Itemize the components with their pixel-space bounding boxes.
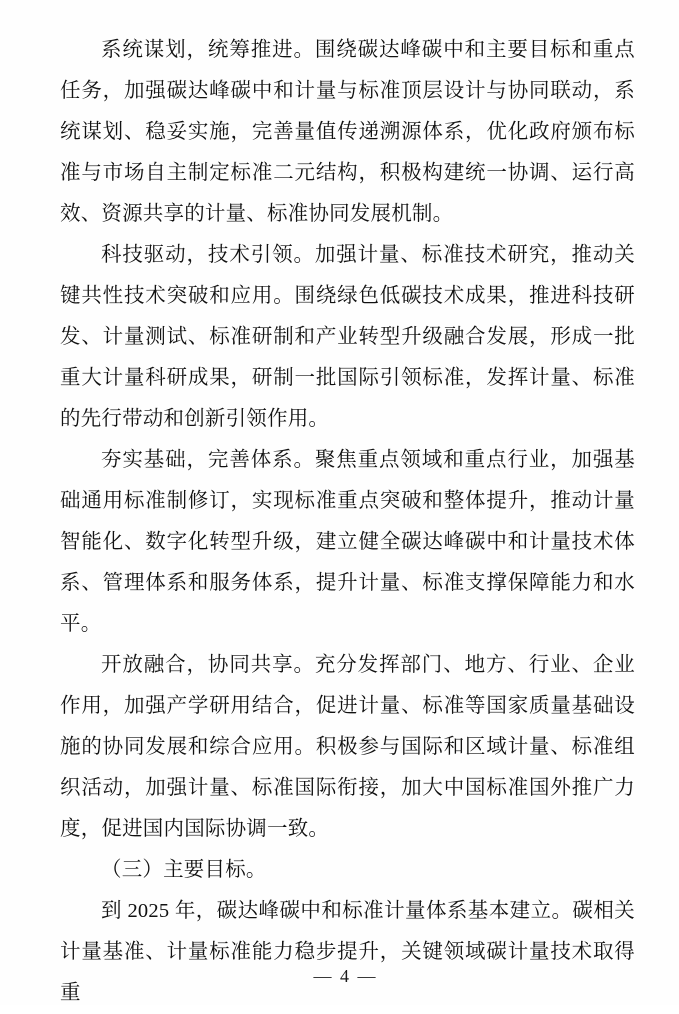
paragraph-tech-driven: 科技驱动，技术引领。加强计量、标准技术研究，推动关键共性技术突破和应用。围绕绿色低碳技术成果，推进科技研发、计量测试、标准研制和产业转型升级融合发展，形成一批重大计量科研成果，研制一批国际引领标准，发挥计量、标准的先行带动和创新引领作用。 [60, 244, 635, 430]
paragraph-systematic-planning: 系统谋划，统筹推进。围绕碳达峰碳中和主要目标和重点任务，加强碳达峰碳中和计量与标准顶层设计与协同联动，系统谋划、稳妥实施，完善量值传递溯源体系，优化政府颁布标准与市场自主制定标准二元结构，积极构建统一协调、运行高效、资源共享的计量、标准协同发展机制。 [60, 39, 635, 225]
document-body [60, 30, 635, 1014]
paragraph-open-integration: 开放融合，协同共享。充分发挥部门、地方、行业、企业作用，加强产学研用结合，促进计量、标准等国家质量基础设施的协同发展和综合应用。积极参与国际和区域计量、标准组织活动，加强计量、标准国际衔接，加大中国标准国外推广力度，促进国内国际协调一致。 [60, 654, 635, 840]
section-heading-main-goals: （三）主要目标。 [101, 859, 267, 881]
paragraph-goal-2025: 到 2025 年，碳达峰碳中和标准计量体系基本建立。碳相关计量基准、计量标准能力稳步提升，关键领域碳计量技术取得重 [60, 900, 635, 1004]
page-number-text: — 4 — [313, 966, 378, 986]
paragraph-foundation: 夯实基础，完善体系。聚焦重点领域和重点行业，加强基础通用标准制修订，实现标准重点突破和整体提升，推动计量智能化、数字化转型升级，建立健全碳达峰碳中和计量技术体系、管理体系和服务体系，提升计量、标准支撑保障能力和水平。 [60, 449, 635, 635]
page-number [0, 966, 679, 987]
